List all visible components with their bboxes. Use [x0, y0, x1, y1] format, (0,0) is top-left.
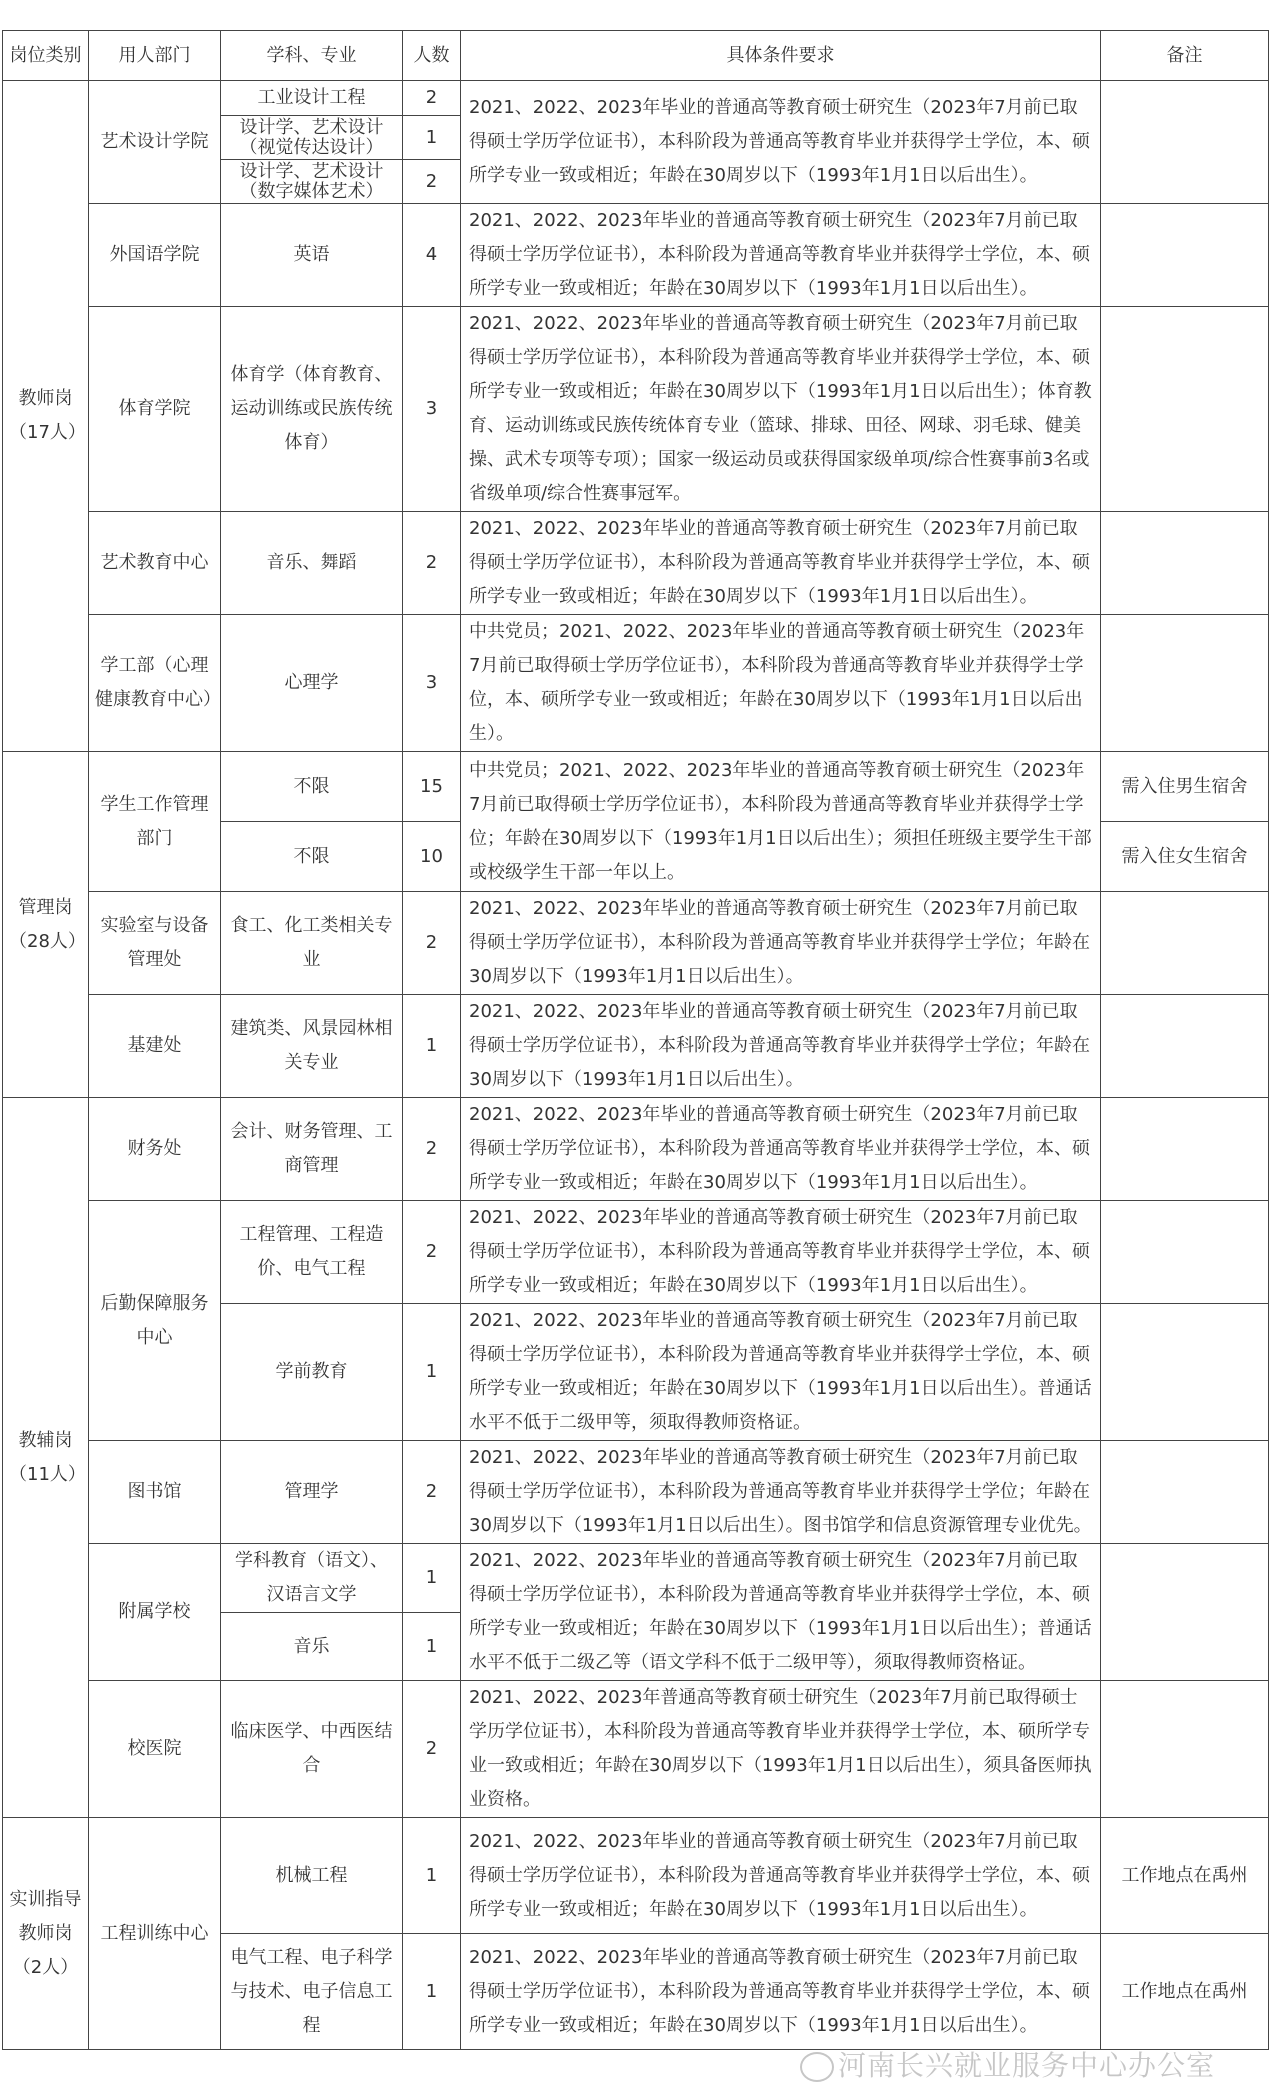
dept-art-edu: 艺术教育中心 [89, 512, 221, 615]
count-cell: 3 [403, 615, 461, 752]
requirements-cell: 2021、2022、2023年毕业的普通高等教育硕士研究生（2023年7月前已取得硕士学历学位证书），本科阶段为普通高等教育毕业并获得学士学位；年龄在30周岁以下（1993年1月1日以后出生）。 [461, 995, 1101, 1098]
remarks-cell [1101, 204, 1269, 307]
header-major: 学科、专业 [221, 31, 403, 81]
table-row [3, 1818, 1269, 1934]
group-training: 实训指导教师岗（2人） [3, 1818, 89, 2050]
requirements-cell: 2021、2022、2023年毕业的普通高等教育硕士研究生（2023年7月前已取得硕士学历学位证书），本科阶段为普通高等教育毕业并获得学士学位；年龄在30周岁以下（1993年1月1日以后出生）。图书馆学和信息资源管理专业优先。 [461, 1441, 1101, 1544]
major-cell: 心理学 [221, 615, 403, 752]
dept-student-mgmt: 学生工作管理部门 [89, 752, 221, 892]
requirements-cell: 2021、2022、2023年毕业的普通高等教育硕士研究生（2023年7月前已取得硕士学历学位证书），本科阶段为普通高等教育毕业并获得学士学位，本、硕所学专业一致或相近；年龄在30周岁以下（1993年1月1日以后出生）。 [461, 1818, 1101, 1934]
major-cell: 建筑类、风景园林相关专业 [221, 995, 403, 1098]
requirements-cell: 2021、2022、2023年毕业的普通高等教育硕士研究生（2023年7月前已取得硕士学历学位证书），本科阶段为普通高等教育毕业并获得学士学位，本、硕所学专业一致或相近；年龄在30周岁以下（1993年1月1日以后出生）。 [461, 204, 1101, 307]
remarks-cell [1101, 615, 1269, 752]
major-cell: 机械工程 [221, 1818, 403, 1934]
table-row [3, 1441, 1269, 1544]
requirements-cell: 2021、2022、2023年普通高等教育硕士研究生（2023年7月前已取得硕士学历学位证书），本科阶段为普通高等教育毕业并获得学士学位，本、硕所学专业一致或相近；年龄在30周岁以下（1993年1月1日以后出生），须具备医师执业资格。 [461, 1681, 1101, 1818]
wechat-icon [800, 2052, 834, 2082]
count-cell: 1 [403, 1934, 461, 2050]
remarks-cell [1101, 307, 1269, 512]
count-cell: 1 [403, 1304, 461, 1441]
dept-pe: 体育学院 [89, 307, 221, 512]
remarks-cell: 工作地点在禹州 [1101, 1934, 1269, 2050]
header-category: 岗位类别 [3, 31, 89, 81]
dept-engineering: 工程训练中心 [89, 1818, 221, 2050]
header-remarks: 备注 [1101, 31, 1269, 81]
group-support: 教辅岗（11人） [3, 1098, 89, 1818]
header-count: 人数 [403, 31, 461, 81]
count-cell: 2 [403, 1201, 461, 1304]
count-cell: 1 [403, 1818, 461, 1934]
requirements-cell: 中共党员；2021、2022、2023年毕业的普通高等教育硕士研究生（2023年7月前已取得硕士学历学位证书），本科阶段为普通高等教育毕业并获得学士学位，本、硕所学专业一致或相近；年龄在30周岁以下（1993年1月1日以后出生）。 [461, 615, 1101, 752]
major-cell: 音乐、舞蹈 [221, 512, 403, 615]
remarks-cell: 工作地点在禹州 [1101, 1818, 1269, 1934]
dept-lab: 实验室与设备管理处 [89, 892, 221, 995]
dept-construction: 基建处 [89, 995, 221, 1098]
requirements-cell: 2021、2022、2023年毕业的普通高等教育硕士研究生（2023年7月前已取得硕士学历学位证书），本科阶段为普通高等教育毕业并获得学士学位，本、硕所学专业一致或相近；年龄在30周岁以下（1993年1月1日以后出生）。 [461, 1201, 1101, 1304]
major-cell: 不限 [221, 752, 403, 822]
requirements-cell: 2021、2022、2023年毕业的普通高等教育硕士研究生（2023年7月前已取得硕士学历学位证书），本科阶段为普通高等教育毕业并获得学士学位，本、硕所学专业一致或相近；年龄在30周岁以下（1993年1月1日以后出生）。 [461, 1934, 1101, 2050]
header-row [3, 31, 1269, 81]
header-department: 用人部门 [89, 31, 221, 81]
table-row [3, 81, 1269, 116]
table-row [3, 1544, 1269, 1613]
table-row [3, 204, 1269, 307]
table-row [3, 1098, 1269, 1201]
group-management: 管理岗（28人） [3, 752, 89, 1098]
recruitment-table [2, 30, 1269, 2050]
watermark-text: 河南长兴就业服务中心办公室 [838, 2049, 1216, 2082]
count-cell: 1 [403, 995, 461, 1098]
remarks-cell: 需入住男生宿舍 [1101, 752, 1269, 822]
major-cell: 电气工程、电子科学与技术、电子信息工程 [221, 1934, 403, 2050]
remarks-cell [1101, 995, 1269, 1098]
dept-student-affairs: 学工部（心理健康教育中心） [89, 615, 221, 752]
remarks-cell [1101, 81, 1269, 204]
dept-foreign: 外国语学院 [89, 204, 221, 307]
remarks-cell [1101, 512, 1269, 615]
table-row [3, 512, 1269, 615]
count-cell: 4 [403, 204, 461, 307]
major-cell: 会计、财务管理、工商管理 [221, 1098, 403, 1201]
dept-finance: 财务处 [89, 1098, 221, 1201]
table-row [3, 615, 1269, 752]
dept-logistics: 后勤保障服务中心 [89, 1201, 221, 1441]
remarks-cell [1101, 892, 1269, 995]
major-cell: 体育学（体育教育、运动训练或民族传统体育） [221, 307, 403, 512]
table-row [3, 1681, 1269, 1818]
requirements-cell: 2021、2022、2023年毕业的普通高等教育硕士研究生（2023年7月前已取得硕士学历学位证书），本科阶段为普通高等教育毕业并获得学士学位，本、硕所学专业一致或相近；年龄在30周岁以下（1993年1月1日以后出生）。 [461, 81, 1101, 204]
count-cell: 2 [403, 512, 461, 615]
header-requirements: 具体条件要求 [461, 31, 1101, 81]
major-cell: 管理学 [221, 1441, 403, 1544]
remarks-cell: 需入住女生宿舍 [1101, 822, 1269, 892]
watermark [800, 2044, 1215, 2084]
requirements-cell: 2021、2022、2023年毕业的普通高等教育硕士研究生（2023年7月前已取得硕士学历学位证书），本科阶段为普通高等教育毕业并获得学士学位，本、硕所学专业一致或相近；年龄在30周岁以下（1993年1月1日以后出生）。 [461, 1098, 1101, 1201]
count-cell: 1 [403, 116, 461, 160]
major-cell: 设计学、艺术设计（视觉传达设计） [221, 116, 403, 160]
count-cell: 2 [403, 1098, 461, 1201]
requirements-cell: 2021、2022、2023年毕业的普通高等教育硕士研究生（2023年7月前已取得硕士学历学位证书），本科阶段为普通高等教育毕业并获得学士学位，本、硕所学专业一致或相近；年龄在30周岁以下（1993年1月1日以后出生）；体育教育、运动训练或民族传统体育专业（篮球、排球、田径、网球、羽毛球、健美操、武术专项等专项）；国家一级运动员或获得国家级单项/综合性赛事前3名或省级单项/综合性赛事冠军。 [461, 307, 1101, 512]
table-row [3, 1201, 1269, 1304]
requirements-cell: 2021、2022、2023年毕业的普通高等教育硕士研究生（2023年7月前已取得硕士学历学位证书），本科阶段为普通高等教育毕业并获得学士学位，本、硕所学专业一致或相近；年龄在30周岁以下（1993年1月1日以后出生）；普通话水平不低于二级乙等（语文学科不低于二级甲等），须取得教师资格证。 [461, 1544, 1101, 1681]
major-cell: 不限 [221, 822, 403, 892]
count-cell: 15 [403, 752, 461, 822]
table-row [3, 307, 1269, 512]
count-cell: 10 [403, 822, 461, 892]
group-teacher: 教师岗（17人） [3, 81, 89, 752]
remarks-cell [1101, 1681, 1269, 1818]
dept-art-design: 艺术设计学院 [89, 81, 221, 204]
count-cell: 2 [403, 160, 461, 204]
count-cell: 2 [403, 81, 461, 116]
table-row [3, 752, 1269, 822]
major-cell: 英语 [221, 204, 403, 307]
major-cell: 设计学、艺术设计（数字媒体艺术） [221, 160, 403, 204]
remarks-cell [1101, 1544, 1269, 1681]
major-cell: 临床医学、中西医结合 [221, 1681, 403, 1818]
major-cell: 食工、化工类相关专业 [221, 892, 403, 995]
dept-affiliated: 附属学校 [89, 1544, 221, 1681]
count-cell: 3 [403, 307, 461, 512]
requirements-cell: 2021、2022、2023年毕业的普通高等教育硕士研究生（2023年7月前已取得硕士学历学位证书），本科阶段为普通高等教育毕业并获得学士学位，本、硕所学专业一致或相近；年龄在30周岁以下（1993年1月1日以后出生）。普通话水平不低于二级甲等，须取得教师资格证。 [461, 1304, 1101, 1441]
requirements-cell: 2021、2022、2023年毕业的普通高等教育硕士研究生（2023年7月前已取得硕士学历学位证书），本科阶段为普通高等教育毕业并获得学士学位，本、硕所学专业一致或相近；年龄在30周岁以下（1993年1月1日以后出生）。 [461, 512, 1101, 615]
table-row [3, 892, 1269, 995]
dept-library: 图书馆 [89, 1441, 221, 1544]
count-cell: 1 [403, 1613, 461, 1681]
major-cell: 工程管理、工程造价、电气工程 [221, 1201, 403, 1304]
count-cell: 2 [403, 1441, 461, 1544]
major-cell: 学科教育（语文）、汉语言文学 [221, 1544, 403, 1613]
requirements-cell: 2021、2022、2023年毕业的普通高等教育硕士研究生（2023年7月前已取得硕士学历学位证书），本科阶段为普通高等教育毕业并获得学士学位；年龄在30周岁以下（1993年1月1日以后出生）。 [461, 892, 1101, 995]
requirements-cell: 中共党员；2021、2022、2023年毕业的普通高等教育硕士研究生（2023年7月前已取得硕士学历学位证书），本科阶段为普通高等教育毕业并获得学士学位；年龄在30周岁以下（1993年1月1日以后出生）；须担任班级主要学生干部或校级学生干部一年以上。 [461, 752, 1101, 892]
major-cell: 学前教育 [221, 1304, 403, 1441]
remarks-cell [1101, 1201, 1269, 1304]
count-cell: 2 [403, 1681, 461, 1818]
remarks-cell [1101, 1441, 1269, 1544]
remarks-cell [1101, 1304, 1269, 1441]
major-cell: 工业设计工程 [221, 81, 403, 116]
major-cell: 音乐 [221, 1613, 403, 1681]
dept-clinic: 校医院 [89, 1681, 221, 1818]
table-row [3, 995, 1269, 1098]
count-cell: 1 [403, 1544, 461, 1613]
count-cell: 2 [403, 892, 461, 995]
remarks-cell [1101, 1098, 1269, 1201]
